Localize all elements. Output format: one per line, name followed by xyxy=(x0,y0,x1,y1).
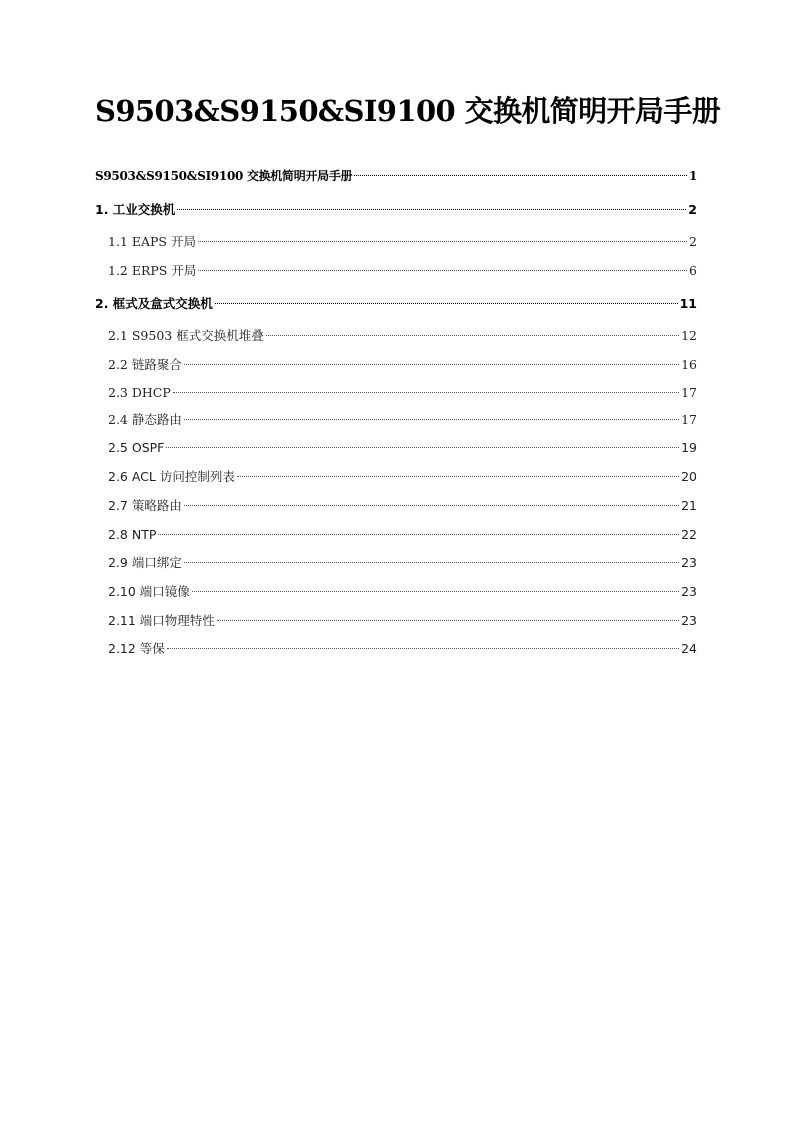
toc-dot-leader xyxy=(266,335,679,336)
toc-entry-label: 2.1 S9503 框式交换机堆叠 xyxy=(108,328,264,343)
toc-entry-section-2-3[interactable] xyxy=(108,383,697,403)
toc-entry-page: 23 xyxy=(681,555,697,570)
toc-entry-section-2-11[interactable] xyxy=(108,611,697,631)
toc-entry-label: 2.7 策略路由 xyxy=(108,498,182,513)
toc-dot-leader xyxy=(215,303,678,304)
toc-entry-section-2-5[interactable] xyxy=(108,438,697,458)
toc-dot-leader xyxy=(354,175,687,176)
toc-dot-leader xyxy=(177,209,686,210)
toc-entry-page: 1 xyxy=(688,169,697,183)
toc-entry-page: 11 xyxy=(679,296,697,311)
toc-entry-page: 23 xyxy=(681,584,697,599)
toc-entry-page: 24 xyxy=(681,641,697,656)
toc-entry-section-2-9[interactable] xyxy=(108,553,697,573)
document-title: S9503&S9150&SI9100 交换机简明开局手册 xyxy=(95,94,721,128)
toc-dot-leader xyxy=(237,476,679,477)
toc-entry-page: 20 xyxy=(681,469,697,484)
toc-entry-label: 2.3 DHCP xyxy=(108,385,171,400)
toc-entry-page: 23 xyxy=(681,613,697,628)
toc-dot-leader xyxy=(158,534,679,535)
toc-entry-page: 17 xyxy=(681,385,697,400)
toc-dot-leader xyxy=(184,505,679,506)
toc-entry-label: 1.2 ERPS 开局 xyxy=(108,263,197,278)
toc-entry-document-title[interactable] xyxy=(95,166,697,186)
toc-dot-leader xyxy=(184,364,679,365)
toc-entry-label: 1. 工业交换机 xyxy=(95,202,176,217)
toc-dot-leader xyxy=(198,270,687,271)
toc-entry-chapter-1[interactable] xyxy=(95,200,697,220)
toc-entry-page: 16 xyxy=(681,357,697,372)
toc-entry-section-2-12[interactable] xyxy=(108,639,697,659)
toc-entry-section-2-2[interactable] xyxy=(108,355,697,375)
toc-entry-page: 6 xyxy=(689,263,697,278)
toc-entry-page: 22 xyxy=(681,527,697,542)
toc-entry-section-1-2[interactable] xyxy=(108,261,697,281)
toc-entry-label: 1.1 EAPS 开局 xyxy=(108,234,196,249)
toc-dot-leader xyxy=(184,562,679,563)
toc-entry-section-2-10[interactable] xyxy=(108,582,697,602)
toc-entry-label: S9503&S9150&SI9100 交换机简明开局手册 xyxy=(95,169,353,183)
toc-entry-label: 2.6 ACL 访问控制列表 xyxy=(108,469,235,484)
toc-entry-label: 2.2 链路聚合 xyxy=(108,357,182,372)
toc-entry-label: 2.11 端口物理特性 xyxy=(108,613,215,628)
toc-entry-page: 17 xyxy=(681,412,697,427)
toc-entry-label: 2.4 静态路由 xyxy=(108,412,182,427)
toc-dot-leader xyxy=(217,620,679,621)
toc-entry-section-2-8[interactable] xyxy=(108,525,697,545)
toc-dot-leader xyxy=(184,419,679,420)
toc-dot-leader xyxy=(192,591,679,592)
toc-entry-section-2-6[interactable] xyxy=(108,467,697,487)
toc-entry-page: 12 xyxy=(681,328,697,343)
toc-entry-page: 2 xyxy=(688,202,697,217)
toc-entry-section-2-4[interactable] xyxy=(108,410,697,430)
toc-entry-page: 21 xyxy=(681,498,697,513)
toc-entry-section-1-1[interactable] xyxy=(108,232,697,252)
toc-dot-leader xyxy=(166,447,679,448)
toc-dot-leader xyxy=(173,392,679,393)
toc-entry-chapter-2[interactable] xyxy=(95,294,697,314)
toc-entry-page: 2 xyxy=(689,234,697,249)
toc-entry-label: 2.9 端口绑定 xyxy=(108,555,182,570)
toc-dot-leader xyxy=(167,648,679,649)
toc-entry-label: 2.12 等保 xyxy=(108,641,165,656)
toc-entry-page: 19 xyxy=(681,440,697,455)
toc-entry-label: 2.8 NTP xyxy=(108,527,157,542)
toc-dot-leader xyxy=(198,241,687,242)
toc-entry-section-2-7[interactable] xyxy=(108,496,697,516)
toc-entry-label: 2.5 OSPF xyxy=(108,440,165,455)
toc-entry-label: 2. 框式及盒式交换机 xyxy=(95,296,213,311)
toc-entry-label: 2.10 端口镜像 xyxy=(108,584,190,599)
toc-entry-section-2-1[interactable] xyxy=(108,326,697,346)
